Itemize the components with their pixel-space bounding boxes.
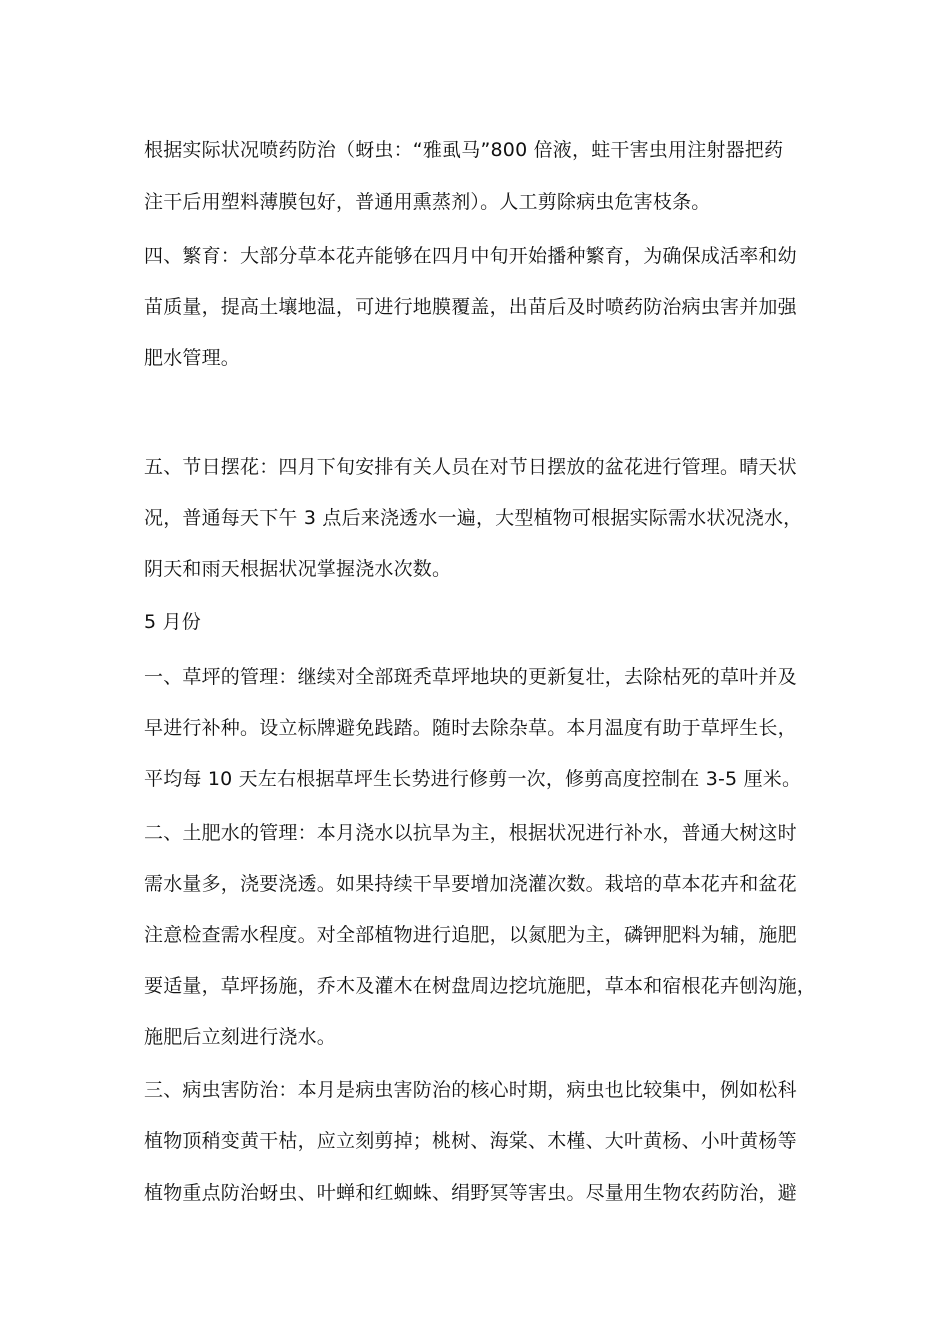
text-line: 施肥后立刻进行浇水。	[144, 1026, 337, 1048]
text-line: 三、病虫害防治：本月是病虫害防治的核心时期，病虫也比较集中，例如松科	[144, 1079, 797, 1101]
text-line: 植物顶稍变黄干枯，应立刻剪掉；桃树、海棠、木槿、大叶黄杨、小叶黄杨等	[144, 1130, 797, 1152]
text-line: 要适量，草坪扬施，乔木及灌木在树盘周边挖坑施肥，草本和宿根花卉刨沟施，	[144, 975, 817, 997]
text-line: 二、土肥水的管理：本月浇水以抗旱为主，根据状况进行补水，普通大树这时	[144, 822, 797, 844]
text-line: 一、草坪的管理：继续对全部斑秃草坪地块的更新复壮，去除枯死的草叶并及	[144, 666, 797, 688]
text-line: 平均每 10 天左右根据草坪生长势进行修剪一次，修剪高度控制在 3-5 厘米。	[144, 768, 802, 790]
text-line: 肥水管理。	[144, 347, 241, 369]
text-line: 况，普通每天下午 3 点后来浇透水一遍，大型植物可根据实际需水状况浇水，	[144, 507, 803, 529]
text-line: 四、繁育：大部分草本花卉能够在四月中旬开始播种繁育，为确保成活率和幼	[144, 245, 797, 267]
text-line: 需水量多，浇要浇透。如果持续干旱要增加浇灌次数。栽培的草本花卉和盆花	[144, 873, 797, 895]
text-line: 早进行补种。设立标牌避免践踏。随时去除杂草。本月温度有助于草坪生长，	[144, 717, 797, 739]
text-line: 注干后用塑料薄膜包好，普通用熏蒸剂）。人工剪除病虫危害枝条。	[144, 191, 711, 213]
section-heading: 5 月份	[144, 611, 201, 633]
text-line: 注意检查需水程度。对全部植物进行追肥，以氮肥为主，磷钾肥料为辅，施肥	[144, 924, 797, 946]
text-line: 五、节日摆花：四月下旬安排有关人员在对节日摆放的盆花进行管理。晴天状	[144, 456, 797, 478]
text-line: 阴天和雨天根据状况掌握浇水次数。	[144, 558, 452, 580]
text-line: 苗质量，提高土壤地温，可进行地膜覆盖，出苗后及时喷药防治病虫害并加强	[144, 296, 797, 318]
text-line: 根据实际状况喷药防治（蚜虫：“雅虱马”800 倍液，蛀干害虫用注射器把药	[144, 139, 784, 161]
text-line: 植物重点防治蚜虫、叶蝉和红蜘蛛、绢野冥等害虫。尽量用生物农药防治，避	[144, 1182, 797, 1204]
